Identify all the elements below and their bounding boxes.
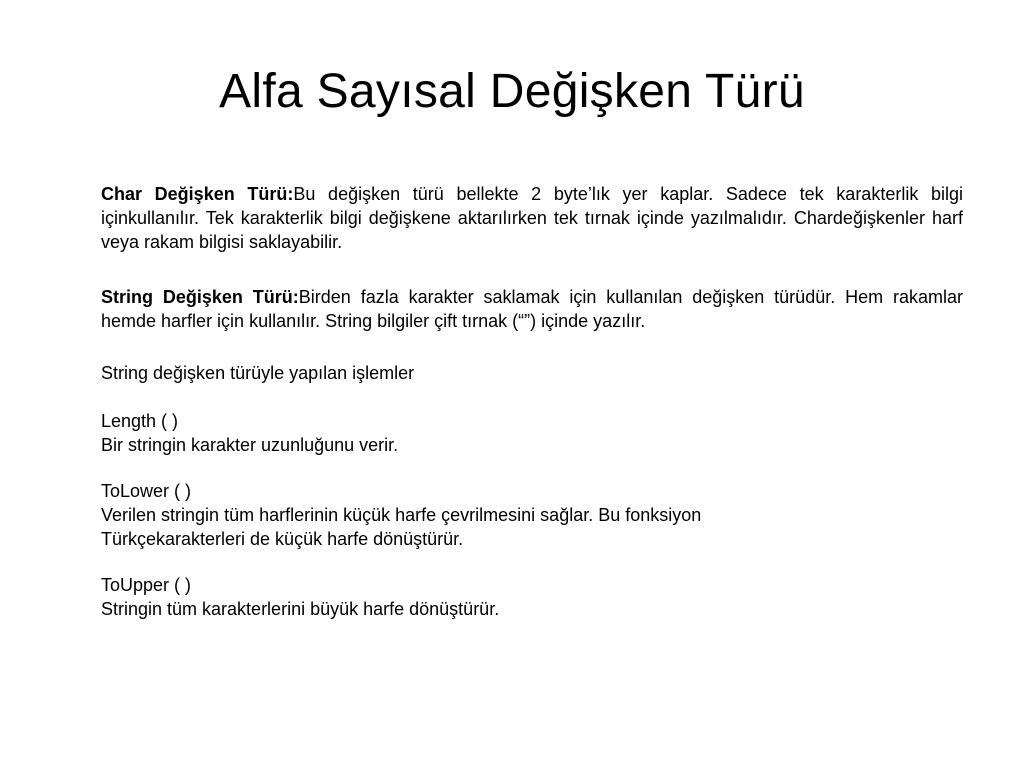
slide-title: Alfa Sayısal Değişken Türü (219, 65, 805, 118)
slide-body (101, 182, 963, 621)
method-name: ToUpper ( ) (101, 575, 192, 595)
method-description: Bir stringin karakter uzunluğunu verir. (101, 435, 399, 455)
char-type-paragraph (101, 182, 963, 254)
method-description: Verilen stringin tüm harflerinin küçük harfe çevrilmesini sağlar. Bu fonksiyon (101, 505, 702, 525)
method-description-continued: Türkçekarakterleri de küçük harfe dönüştürür. (101, 529, 464, 549)
method-name: ToLower ( ) (101, 481, 192, 501)
string-operations-intro: String değişken türüyle yapılan işlemler (101, 363, 415, 383)
method-toupper (101, 573, 963, 621)
string-type-text: Birden fazla karakter saklamak için kullanılan değişken türüdür. Hem rakamlar hemde harfler için kullanılır. String bilgiler çift tırnak (“”) içinde yazılır. (101, 287, 963, 331)
method-description: Stringin tüm karakterlerini büyük harfe dönüştürür. (101, 599, 500, 619)
method-tolower (101, 479, 963, 551)
char-type-text: Bu değişken türü bellekte 2 byte’lık yer kaplar. Sadece tek karakterlik bilgi içinkullanılır. Tek karakterlik bilgi değişkene aktarılırken tek tırnak içinde yazılmalıdır. Chardeğişkenler harf veya rakam bilgisi saklayabilir. (101, 184, 964, 252)
string-type-paragraph (101, 285, 963, 333)
method-length (101, 409, 963, 457)
string-type-heading: String Değişken Türü: (101, 287, 299, 307)
char-type-heading: Char Değişken Türü: (101, 184, 294, 204)
method-name: Length ( ) (101, 411, 179, 431)
